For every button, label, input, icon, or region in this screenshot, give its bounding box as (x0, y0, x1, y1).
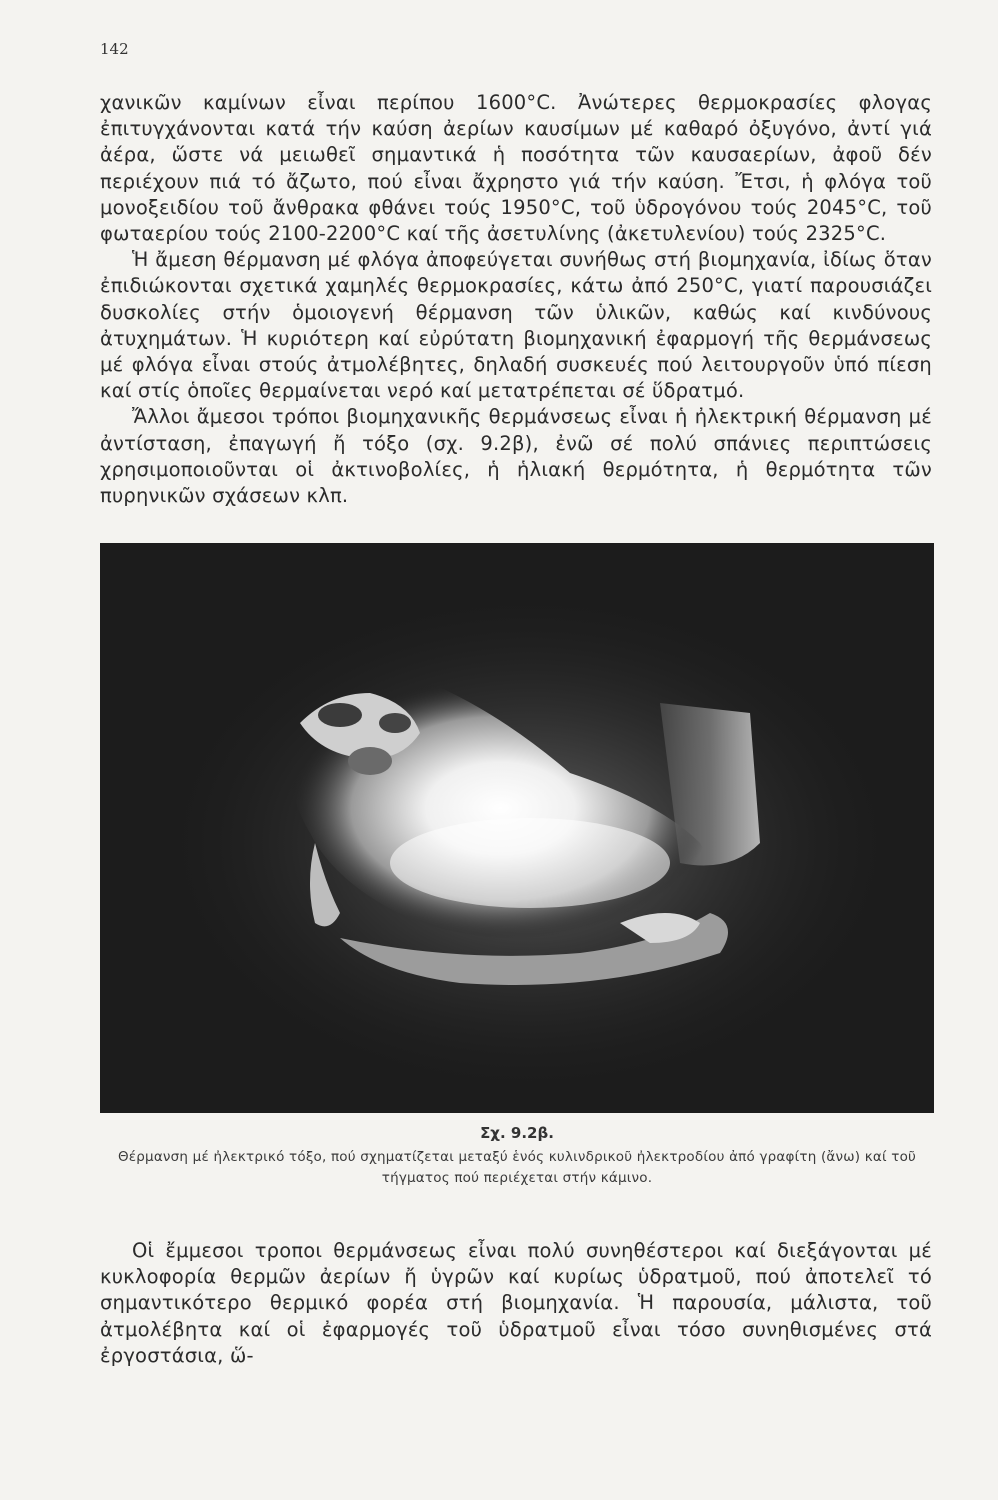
electric-arc-photo (100, 543, 934, 1113)
figure-label: Σχ. 9.2β. (480, 1124, 554, 1142)
paragraph-direct-flame-heating: Ἡ ἄμεση θέρμανση μέ φλόγα ἀποφεύγεται συνήθως στή βιομηχανία, ἰδίως ὅταν ἐπιδιώκονται σχετικά χαμηλές θερμοκρασίες, κάτω ἀπό 250°C, γιατί παρουσιάζει δυσκολίες στήν ὁμοιογενή θέρμανση τῶν ὑλικῶν, καθώς καί κινδύνους ἀτυχημάτων. Ἡ κυριότερη καί εὐρύτατη βιομηχανική ἐφαρμογή τῆς θερμάνσεως μέ φλόγα εἶναι στούς ἀτμολέβητες, δηλαδή συσκευές πού λειτουργοῦν ὑπό πίεση καί στίς ὁποῖες θερμαίνεται νερό καί μετατρέπεται σέ ὕδρατμό. (100, 248, 932, 403)
upper-text-block (100, 90, 932, 509)
paragraph-indirect-heating: Οἱ ἔμμεσοι τροποι θερμάνσεως εἶναι πολύ συνηθέστεροι καί διεξάγονται μέ κυκλοφορία θερμῶν ἀερίων ἤ ὑγρῶν καί κυρίως ὑδρατμοῦ, πού ἀποτελεῖ τό σημαντικότερο θερμικό φορέα στή βιομηχανία. Ἡ παρουσία, μάλιστα, τοῦ ἀτμολέβητα καί οἱ ἐφαρμογές τοῦ ὑδρατμοῦ εἶναι τόσο συνηθισμένες στά ἐργοστάσια, ὥ- (100, 1239, 932, 1367)
page-number: 142 (100, 40, 129, 58)
paragraph-flame-temperatures: χανικῶν καμίνων εἶναι περίπου 1600°C. Ἀνώτερες θερμοκρασίες φλογας ἐπιτυγχάνονται κατά τήν καύση ἀερίων καυσίμων μέ καθαρό ὀξυγόνο, ἀντί γιά ἀέρα, ὥστε νά μειωθεῖ σημαντικά ἡ ποσότητα τῶν καυσαερίων, ἀφοῦ δέν περιέχουν πιά τό ἄζωτο, πού εἶναι ἄχρηστο γιά τήν καύση. Ἔτσι, ἡ φλόγα τοῦ μονοξειδίου τοῦ ἄνθρακα φθάνει τούς 1950°C, τοῦ ὑδρογόνου τούς 2045°C, τοῦ φωταερίου τούς 2100-2200°C καί τῆς ἀσετυλίνης (ἀκετυλενίου) τούς 2325°C. (100, 91, 932, 246)
lower-text-block (100, 1238, 932, 1369)
electric-arc-photo-image (100, 543, 934, 1113)
paragraph-other-direct-methods: Ἄλλοι ἄμεσοι τρόποι βιομηχανικῆς θερμάνσεως εἶναι ἡ ἠλεκτρική θέρμανση μέ ἀντίσταση, ἐπαγωγή ἤ τόξο (σχ. 9.2β), ἐνῶ σέ πολύ σπάνιες περιπτώσεις χρησιμοποιοῦνται οἱ ἀκτινοβολίες, ἡ ἡλιακή θερμότητα, ἡ θερμότητα τῶν πυρηνικῶν σχάσεων κλπ. (100, 405, 932, 508)
figure-caption: Θέρμανση μέ ἠλεκτρικό τόξο, πού σχηματίζεται μεταξύ ἑνός κυλινδρικοῦ ἠλεκτροδίου ἀπό γραφίτη (ἄνω) καί τοῦ τήγματος πού περιέχεται στήν κάμινο. (117, 1149, 917, 1186)
